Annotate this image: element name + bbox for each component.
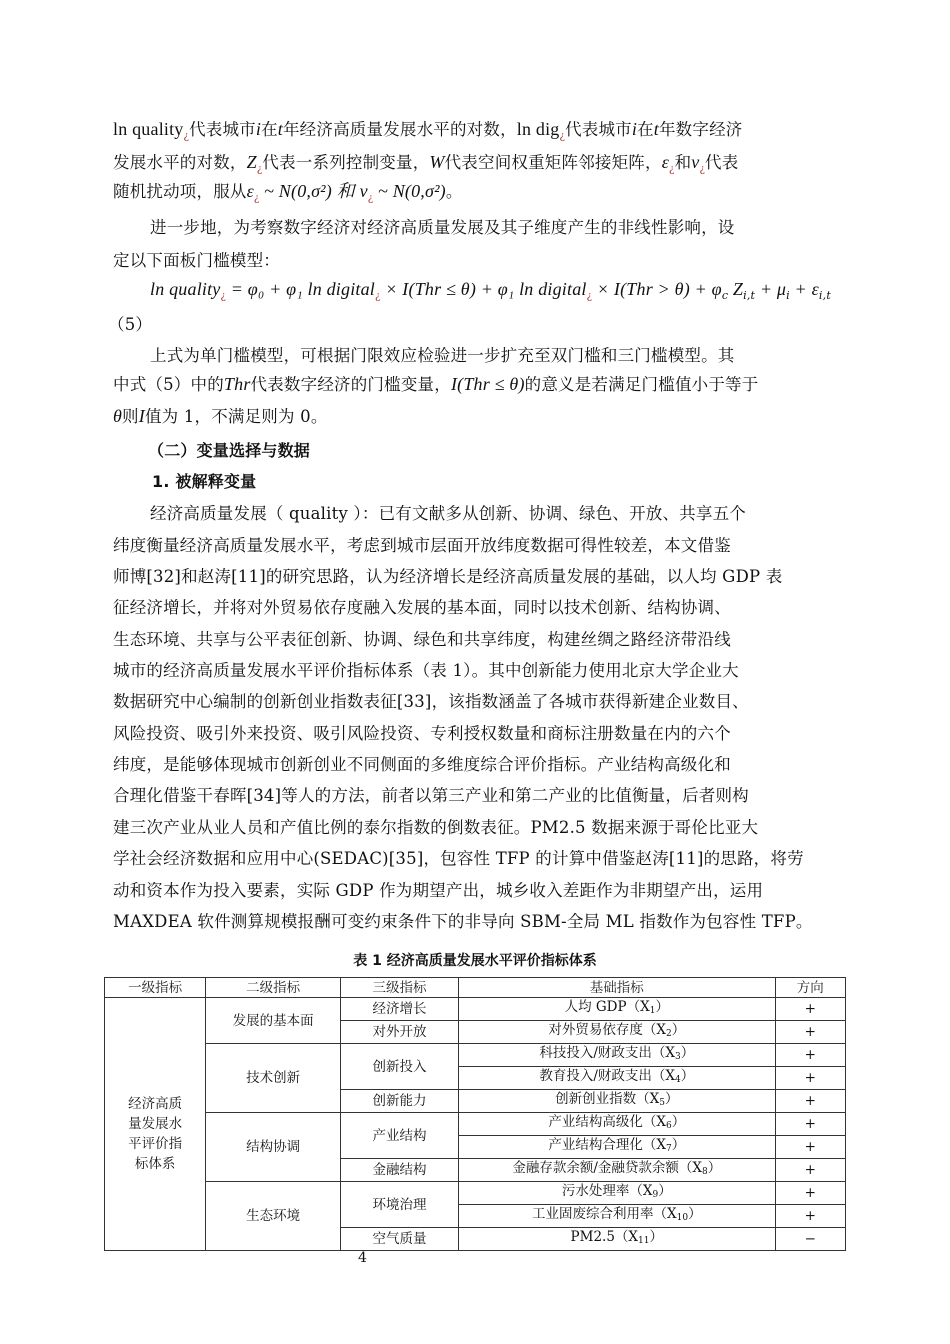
quality-line-13: 动和资本作为投入要素，实际 GDP 作为期望产出，城乡收入差距作为非期望产出，运用 (113, 881, 764, 900)
indicator-cell: 科技投入/财政支出（X3） (459, 1044, 775, 1067)
direction-cell: + (775, 1113, 845, 1136)
quality-line-2: 纬度衡量经济高质量发展水平，考虑到城市层面开放纬度数据可得性较差，本文借鉴 (113, 536, 731, 555)
quality-line-10: 合理化借鉴干春晖[34]等人的方法，前者以第三产业和第二产业的比值衡量，后者则构 (113, 786, 749, 805)
model-line-2: 中式（5）中的Thr代表数字经济的门槛变量，I(Thr ≤ θ)的意义是若满足门槛值小于等于 (113, 374, 759, 394)
level2-cell: 技术创新 (206, 1044, 341, 1113)
direction-cell: + (775, 1205, 845, 1228)
indicator-cell: 工业固废综合利用率（X10） (459, 1205, 775, 1228)
level3-cell: 环境治理 (341, 1182, 459, 1228)
direction-cell: + (775, 1067, 845, 1090)
equation-number: （5） (108, 315, 153, 334)
table-caption: 表 1 经济高质量发展水平评价指标体系 (353, 953, 597, 969)
level2-cell: 发展的基本面 (206, 998, 341, 1044)
threshold-equation: ln quality$_¿$ = φ₀ + φ₁ ln digital$_¿$ × I(Thr ≤ θ) + φ₁ ln digital$_¿$ × $I(Thr > \theta) + \varphi_c$ $Z_{i,t} + \mu_i + \varepsilon_{i,t}$ (150, 279, 831, 302)
direction-cell: + (775, 1044, 845, 1067)
subsection-heading: 1. 被解释变量 (152, 472, 257, 491)
quality-line-3: 师博[32]和赵涛[11]的研究思路，认为经济增长是经济高质量发展的基础，以人均 GDP 表 (113, 567, 783, 586)
model-line-1: 上式为单门槛模型，可根据门限效应检验进一步扩充至双门槛和三门槛模型。其 (150, 346, 735, 365)
level2-cell: 生态环境 (206, 1182, 341, 1251)
definitions-line-1: ln quality$_¿$代表城市i在t年经济高质量发展水平的对数，ln dig$_¿$代表城市i在t年数字经济 (113, 119, 743, 142)
level3-cell: 金融结构 (341, 1159, 459, 1182)
indicator-cell: 污水处理率（X9） (459, 1182, 775, 1205)
direction-cell: + (775, 1136, 845, 1159)
direction-cell: + (775, 1182, 845, 1205)
definitions-line-2: 发展水平的对数，$Z_¿$代表一系列控制变量，W代表空间权重矩阵邻接矩阵，$\varepsilon_¿$和$v_¿$代表 (113, 152, 739, 175)
level3-cell: 对外开放 (341, 1021, 459, 1044)
direction-cell: + (775, 1090, 845, 1113)
table-row (105, 1044, 846, 1067)
header-level2: 二级指标 (206, 978, 341, 998)
quality-line-9: 纬度，是能够体现城市创新创业不同侧面的多维度综合评价指标。产业结构高级化和 (113, 755, 731, 774)
direction-cell: + (775, 1021, 845, 1044)
level2-cell: 结构协调 (206, 1113, 341, 1182)
level1-cell: 经济高质 量发展水 平评价指 标体系 (105, 998, 206, 1251)
quality-line-7: 数据研究中心编制的创新创业指数表征[33]，该指数涵盖了各城市获得新建企业数目、 (113, 692, 749, 711)
level3-cell: 创新能力 (341, 1090, 459, 1113)
definitions-line-3: 随机扰动项，服从$\varepsilon_¿$ ~ N(0,σ²) 和 $v_¿$ ~ N(0,σ²)。 (113, 181, 463, 204)
threshold-line-2: 定以下面板门槛模型： (113, 251, 280, 270)
quality-line-4: 征经济增长，并将对外贸易依存度融入发展的基本面，同时以技术创新、结构协调、 (113, 598, 731, 617)
indicator-cell: 创新创业指数（X5） (459, 1090, 775, 1113)
indicator-cell: 产业结构合理化（X7） (459, 1136, 775, 1159)
level3-cell: 空气质量 (341, 1228, 459, 1251)
math-ln-dig: ln dig (516, 119, 560, 139)
header-level1: 一级指标 (105, 978, 206, 998)
model-line-3: θ则I值为 1，不满足则为 0。 (113, 406, 328, 426)
quality-line-5: 生态环境、共享与公平表征创新、协调、绿色和共享纬度，构建丝绸之路经济带沿线 (113, 630, 731, 649)
quality-line-12: 学社会经济数据和应用中心(SEDAC)[35]，包容性 TFP 的计算中借鉴赵涛[11]的思路，将劳 (113, 849, 804, 868)
level3-cell: 产业结构 (341, 1113, 459, 1159)
quality-line-6: 城市的经济高质量发展水平评价指标体系（表 1）。其中创新能力使用北京大学企业大 (113, 661, 739, 680)
threshold-line-1: 进一步地，为考察数字经济对经济高质量发展及其子维度产生的非线性影响，设 (150, 218, 735, 237)
table-row (105, 998, 846, 1021)
header-direction: 方向 (775, 978, 845, 998)
quality-line-8: 风险投资、吸引外来投资、吸引风险投资、专利授权数量和商标注册数量在内的六个 (113, 724, 731, 743)
section-heading: （二）变量选择与数据 (148, 441, 311, 460)
quality-line-11: 建三次产业从业人员和产值比例的泰尔指数的倒数表征。PM2.5 数据来源于哥伦比亚大 (113, 818, 759, 837)
math-ln-quality: ln quality (113, 119, 184, 139)
indicator-cell: PM2.5（X11） (459, 1228, 775, 1251)
indicator-cell: 产业结构高级化（X6） (459, 1113, 775, 1136)
level3-cell: 经济增长 (341, 998, 459, 1021)
page-number: 4 (358, 1250, 367, 1266)
quality-line-14: MAXDEA 软件测算规模报酬可变约束条件下的非导向 SBM-全局 ML 指数作为包容性 TFP。 (113, 912, 813, 931)
indicator-cell: 金融存款余额/金融贷款余额（X8） (459, 1159, 775, 1182)
indicator-table (104, 977, 846, 1251)
quality-line-1: 经济高质量发展（ quality ）：已有文献多从创新、协调、绿色、开放、共享五个 (150, 504, 746, 523)
direction-cell: − (775, 1228, 845, 1251)
indicator-cell: 对外贸易依存度（X2） (459, 1021, 775, 1044)
table-row (105, 1113, 846, 1136)
header-base-indicator: 基础指标 (459, 978, 775, 998)
direction-cell: + (775, 1159, 845, 1182)
level3-cell: 创新投入 (341, 1044, 459, 1090)
indicator-cell: 教育投入/财政支出（X4） (459, 1067, 775, 1090)
table-row (105, 1182, 846, 1205)
direction-cell: + (775, 998, 845, 1021)
header-level3: 三级指标 (341, 978, 459, 998)
table-header-row (105, 978, 846, 998)
indicator-cell: 人均 GDP（X1） (459, 998, 775, 1021)
